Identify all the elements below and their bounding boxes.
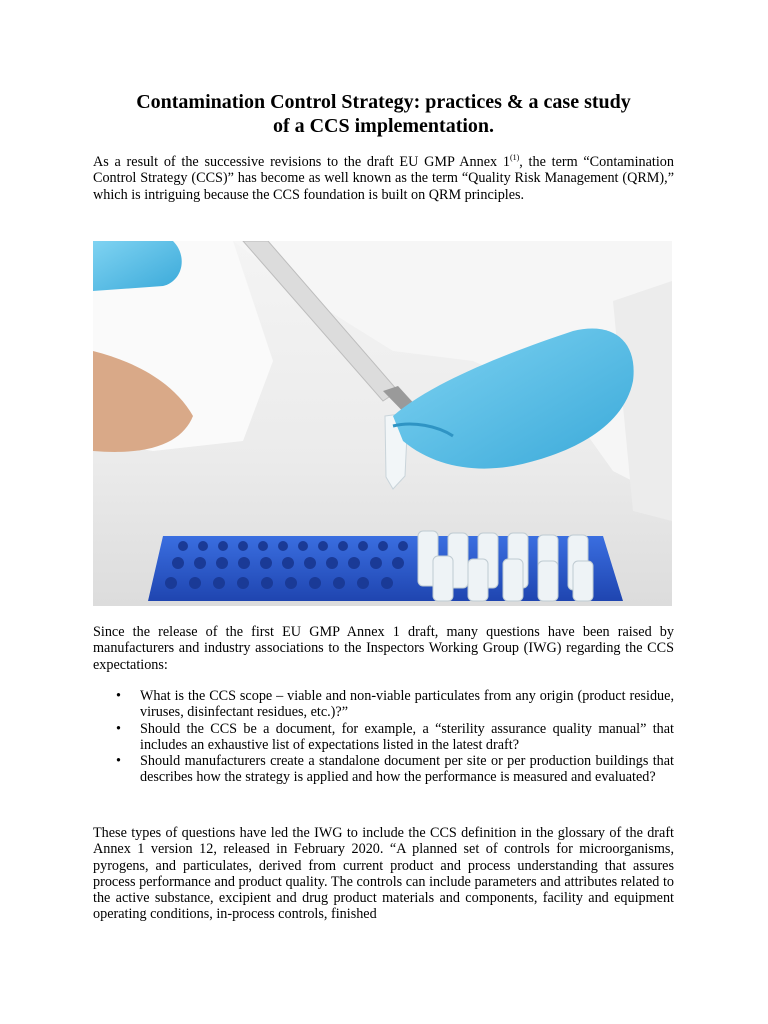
title-line-2: of a CCS implementation.	[272, 115, 495, 137]
questions-intro-paragraph: Since the release of the first EU GMP Annex 1 draft, many questions have been raised by manufacturers and industry associations to the Inspectors Working Group (IWG) regarding the CCS expectations:	[93, 624, 674, 673]
bullet-icon: •	[116, 753, 121, 770]
list-item-text: Should the CCS be a document, for example, a “sterility assurance quality manual” that includes an exhaustive list of expectations listed in the latest draft?	[140, 720, 674, 753]
list-item	[93, 721, 674, 754]
lab-pipette-photo-icon	[93, 241, 672, 606]
title-line-1: Contamination Control Strategy: practices & a case study	[136, 91, 631, 113]
ccs-definition-paragraph: These types of questions have led the IWG to include the CCS definition in the glossary of the draft Annex 1 version 12, released in February 2020. “A planned set of controls for microorganisms, pyrogens, and particulates, derived from current product and process understanding that assures process performance and product quality. The controls can include parameters and attributes related to the active substance, excipient and drug product materials and components, facility and equipment operating conditions, in-process controls, finished	[93, 825, 674, 923]
list-item-text: What is the CCS scope – viable and non-viable particulates from any origin (product residue, viruses, disinfectant residues, etc.)?”	[140, 688, 674, 721]
intro-text-cont: , the term “Contamination Control Strategy (CCS)” has become as well known as the term “Quality Risk Management (QRM),” which is intriguing because the CCS foundation is built on QRM principles.	[93, 154, 674, 203]
intro-text: As a result of the successive revisions to the draft EU GMP Annex 1	[93, 154, 510, 170]
questions-list	[93, 688, 674, 786]
list-item-text: Should manufacturers create a standalone document per site or per production buildings that describes how the strategy is applied and how the performance is measured and evaluated?	[140, 753, 674, 786]
list-item	[93, 688, 674, 721]
lab-pipette-photo	[93, 241, 672, 606]
document-title	[93, 90, 674, 138]
bullet-icon: •	[116, 720, 121, 737]
intro-paragraph	[93, 154, 674, 203]
list-item	[93, 753, 674, 786]
bullet-icon: •	[116, 688, 121, 704]
footnote-ref: (1)	[509, 153, 520, 162]
